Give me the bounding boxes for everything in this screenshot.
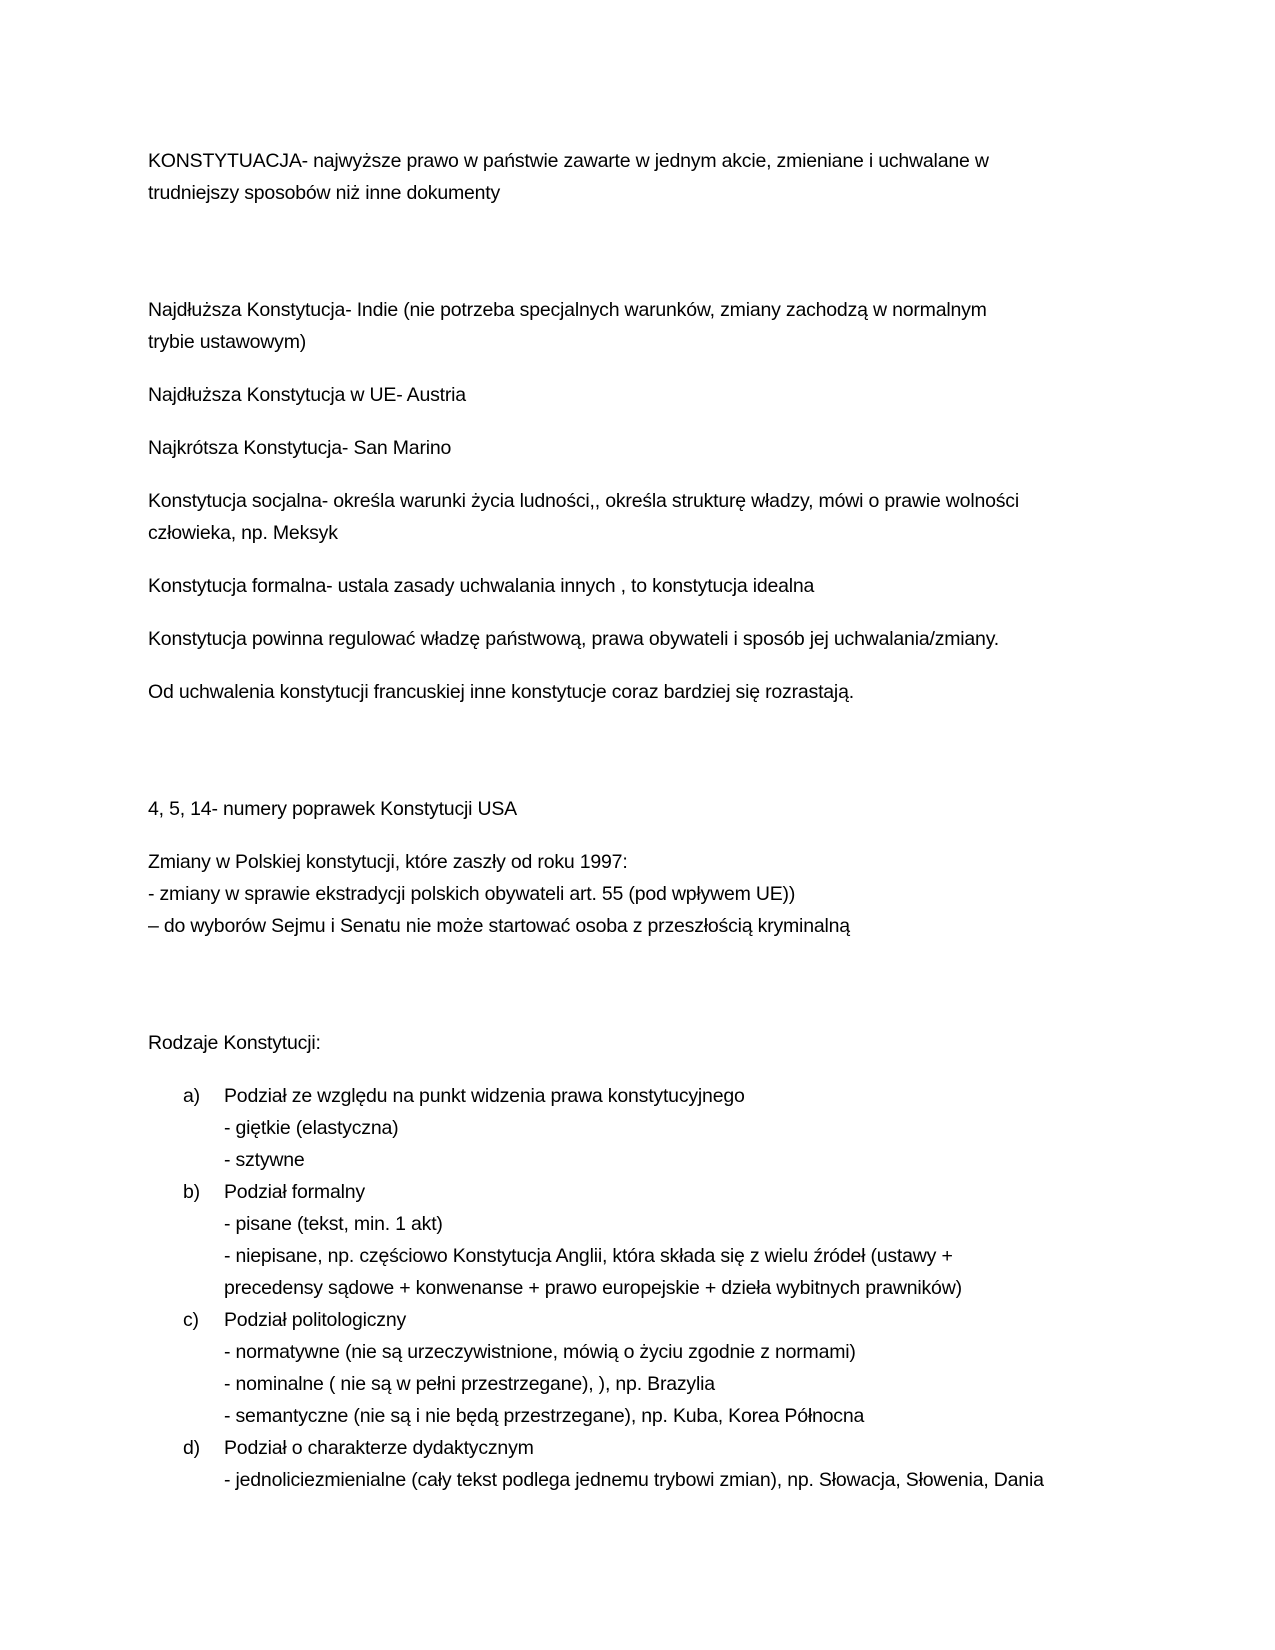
list-item [148,1080,1138,1176]
text-line: Najkrótsza Konstytucja- San Marino [148,437,452,459]
text-line: – do wyborów Sejmu i Senatu nie może startować osoba z przeszłością kryminalną [148,915,850,937]
list-marker: d) [183,1437,200,1459]
fact-regulation [148,623,1138,655]
text-line: Konstytucja socjalna- określa warunki życia ludności,, określa strukturę władzy, mówi o prawie wolności [148,490,1019,512]
text-line: Najdłuższa Konstytucja w UE- Austria [148,384,466,406]
types-list [148,1080,1138,1496]
list-item [148,1432,1138,1496]
list-subitem: - giętkie (elastyczna) [224,1117,399,1139]
spacer [148,230,1138,294]
list-marker: c) [183,1309,199,1331]
list-item-title: Podział o charakterze dydaktycznym [224,1437,534,1459]
text-line: Konstytucja powinna regulować władzę państwową, prawa obywateli i sposób jej uchwalania/zmiany. [148,628,1000,650]
list-subitem: - niepisane, np. częściowo Konstytucja Anglii, która składa się z wielu źródeł (ustawy + [224,1245,953,1267]
text-line: - zmiany w sprawie ekstradycji polskich obywateli art. 55 (pod wpływem UE)) [148,883,796,905]
text-line: trybie ustawowym) [148,331,307,353]
list-marker: b) [183,1181,200,1203]
text-line: Od uchwalenia konstytucji francuskiej inne konstytucje coraz bardziej się rozrastają. [148,681,854,703]
list-subitem: precedensy sądowe + konwenanse + prawo europejskie + dzieła wybitnych prawników) [224,1277,962,1299]
fact-shortest [148,432,1138,464]
fact-longest-constitution [148,294,1138,358]
list-subitem: - normatywne (nie są urzeczywistnione, mówią o życiu zgodnie z normami) [224,1341,856,1363]
changes-paragraph [148,846,1138,942]
spacer [148,729,1138,793]
fact-formal-constitution [148,570,1138,602]
amendments-paragraph [148,793,1138,825]
spacer [148,963,1138,1027]
text-line: Najdłuższa Konstytucja- Indie (nie potrzeba specjalnych warunków, zmiany zachodzą w normalnym [148,299,987,321]
list-subitem: - semantyczne (nie są i nie będą przestrzegane), np. Kuba, Korea Północna [224,1405,865,1427]
list-subitem: - pisane (tekst, min. 1 akt) [224,1213,443,1235]
fact-social-constitution [148,485,1138,549]
text-line: Zmiany w Polskiej konstytucji, które zaszły od roku 1997: [148,851,628,873]
text-line: 4, 5, 14- numery poprawek Konstytucji USA [148,798,517,820]
document-body [148,145,1138,1496]
text-line: Konstytucja formalna- ustala zasady uchwalania innych , to konstytucja idealna [148,575,815,597]
text-line: Rodzaje Konstytucji: [148,1032,321,1054]
list-item [148,1304,1138,1432]
list-item-title: Podział ze względu na punkt widzenia prawa konstytucyjnego [224,1085,745,1107]
list-item-title: Podział formalny [224,1181,365,1203]
list-subitem: - sztywne [224,1149,305,1171]
fact-longest-eu [148,379,1138,411]
list-item [148,1176,1138,1304]
list-marker: a) [183,1085,200,1107]
list-subitem: - jednoliciezmienialne (cały tekst podlega jednemu trybowi zmian), np. Słowacja, Słowenia, Dania [224,1469,1044,1491]
text-line: trudniejszy sposobów niż inne dokumenty [148,182,501,204]
list-item-title: Podział politologiczny [224,1309,407,1331]
list-subitem: - nominalne ( nie są w pełni przestrzegane), ), np. Brazylia [224,1373,715,1395]
fact-french-constitution [148,676,1138,708]
text-line: KONSTYTUACJA- najwyższe prawo w państwie zawarte w jednym akcie, zmieniane i uchwalane w [148,150,989,172]
text-line: człowieka, np. Meksyk [148,522,338,544]
types-heading [148,1027,1138,1059]
definition-paragraph [148,145,1138,209]
